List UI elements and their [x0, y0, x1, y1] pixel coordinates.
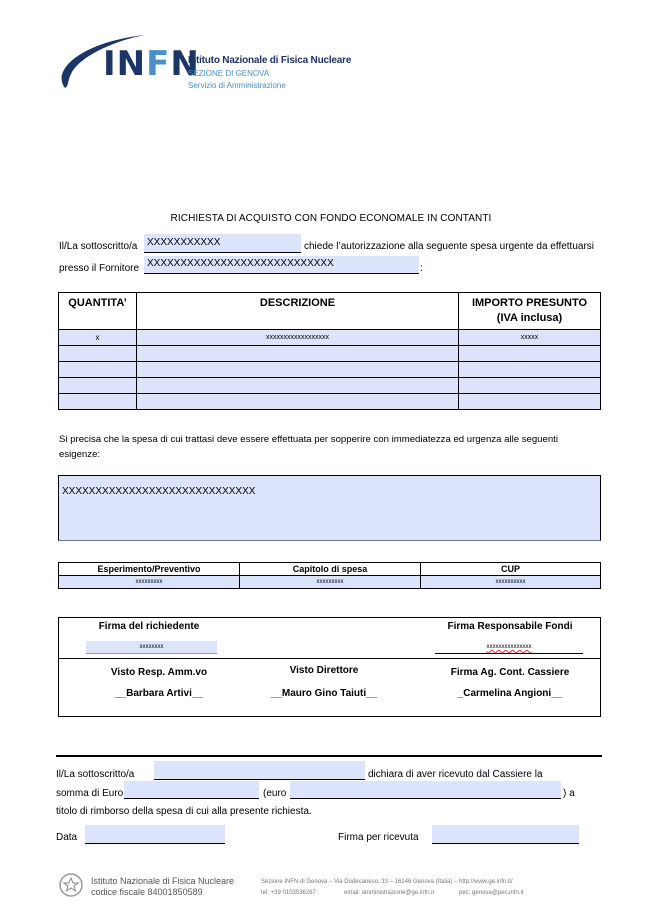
requester-field[interactable]: XXXXXXXXXXX [144, 234, 301, 253]
items-table [58, 292, 601, 410]
table-header-row [59, 293, 601, 330]
description-cell[interactable] [137, 362, 459, 378]
quantity-cell[interactable]: x [59, 330, 137, 346]
cup-cell[interactable]: xxxxxxxxxx [421, 576, 601, 589]
quantity-cell[interactable] [59, 394, 137, 410]
receipt-euro-field[interactable] [124, 781, 259, 799]
header-description: DESCRIZIONE [137, 293, 459, 330]
cashier-name: _Carmelina Angioni__ [457, 688, 563, 699]
needs-field[interactable]: XXXXXXXXXXXXXXXXXXXXXXXXXXXXX [58, 475, 601, 541]
table-row [59, 394, 601, 410]
footer-email: email: amministrazione@ge.infn.it [344, 890, 435, 896]
description-cell[interactable] [137, 378, 459, 394]
footer-address: Sezione INFN di Genova – Via Dodecaneso, 33 – 16146 Genova (Italia) – http://www.ge.infn.it/ [261, 879, 513, 885]
needs-intro-line2: esigenze: [59, 449, 101, 460]
quantity-cell[interactable] [59, 378, 137, 394]
table-row [59, 346, 601, 362]
funds-signature-label: Firma Responsabile Fondi [447, 621, 573, 632]
description-cell[interactable] [137, 346, 459, 362]
requester-signature-label: Firma del richiedente [98, 621, 200, 632]
signature-table [58, 617, 601, 717]
header-cup: CUP [421, 563, 601, 576]
table-row [59, 362, 601, 378]
chapter-cell[interactable]: xxxxxxxxx [240, 576, 421, 589]
header-experiment: Esperimento/Preventivo [59, 563, 240, 576]
admin-label: Visto Resp. Amm.vo [110, 667, 208, 678]
receipt-euro-label: somma di Euro [56, 788, 124, 799]
admin-name: __Barbara Artivi__ [114, 688, 203, 699]
codes-header-row [59, 563, 601, 576]
receipt-separator [56, 755, 602, 757]
requester-label: Il/La sottoscritto/a [59, 241, 138, 252]
institute-name: Istituto Nazionale di Fisica Nucleare [188, 55, 352, 66]
header-chapter: Capitolo di spesa [240, 563, 421, 576]
quantity-cell[interactable] [59, 346, 137, 362]
receipt-date-field[interactable] [85, 825, 225, 844]
receipt-euro-words-field[interactable] [290, 781, 561, 799]
requester-signature-field[interactable]: xxxxxxxx [86, 641, 217, 654]
receipt-name-field[interactable] [154, 761, 365, 780]
codes-value-row [59, 576, 601, 589]
director-label: Visto Direttore [289, 665, 359, 676]
director-name: __Mauro Gino Taiuti__ [270, 688, 378, 699]
cashier-label: Firma Ag. Cont. Cassiere [450, 667, 570, 678]
codes-table [58, 562, 601, 589]
page-title: RICHIESTA DI ACQUISTO CON FONDO ECONOMALE IN CONTANTI [170, 213, 492, 224]
description-cell[interactable] [137, 394, 459, 410]
amount-cell[interactable] [459, 378, 601, 394]
quantity-cell[interactable] [59, 362, 137, 378]
receipt-euro-words-label: (euro [263, 788, 287, 799]
receipt-received-text: dichiara di aver ricevuto dal Cassiere la [368, 769, 543, 780]
description-cell[interactable]: xxxxxxxxxxxxxxxxxx [137, 330, 459, 346]
receipt-sign-label: Firma per ricevuta [338, 832, 419, 843]
infn-logo: INFN [57, 32, 177, 94]
section-name: SEZIONE DI GENOVA [188, 69, 270, 78]
receipt-reimbursement-text: titolo di rimborso della spesa di cui alla presente richiesta. [56, 806, 312, 817]
receipt-euro-suffix: ) a [563, 788, 575, 799]
amount-cell[interactable]: xxxxx [459, 330, 601, 346]
request-text: chiede l’autorizzazione alla seguente spesa urgente da effettuarsi [304, 241, 595, 252]
footer-tax-code: codice fiscale 84001850589 [91, 887, 203, 897]
table-row [59, 330, 601, 346]
republic-emblem-icon [58, 872, 84, 898]
receipt-date-label: Data [56, 832, 78, 843]
footer-pec: pec: genova@pec.infn.it [459, 890, 524, 896]
needs-intro-line1: Si precisa che la spesa di cui trattasi deve essere effettuata per sopperire con immediatezza ed urgenza alle seguenti [59, 434, 558, 445]
funds-signature-field[interactable]: xxxxxxxxxxxxxxx [435, 641, 583, 654]
header-quantity: QUANTITA’ [59, 293, 137, 330]
amount-cell[interactable] [459, 346, 601, 362]
footer-institute: Istituto Nazionale di Fisica Nucleare [91, 876, 235, 886]
experiment-cell[interactable]: xxxxxxxxx [59, 576, 240, 589]
supplier-label: presso il Fornitore [59, 263, 140, 274]
supplier-field[interactable]: XXXXXXXXXXXXXXXXXXXXXXXXXXXX [144, 256, 419, 274]
service-name: Servizio di Amministrazione [188, 81, 286, 90]
amount-cell[interactable] [459, 362, 601, 378]
receipt-name-label: Il/La sottoscritto/a [56, 769, 135, 780]
table-row [59, 378, 601, 394]
signature-divider [59, 658, 600, 659]
header-amount: IMPORTO PRESUNTO (IVA inclusa) [459, 293, 601, 330]
receipt-sign-field[interactable] [432, 825, 579, 844]
amount-cell[interactable] [459, 394, 601, 410]
supplier-colon: : [420, 263, 423, 274]
footer-phone: tel. +39 0103536267 [261, 890, 316, 896]
